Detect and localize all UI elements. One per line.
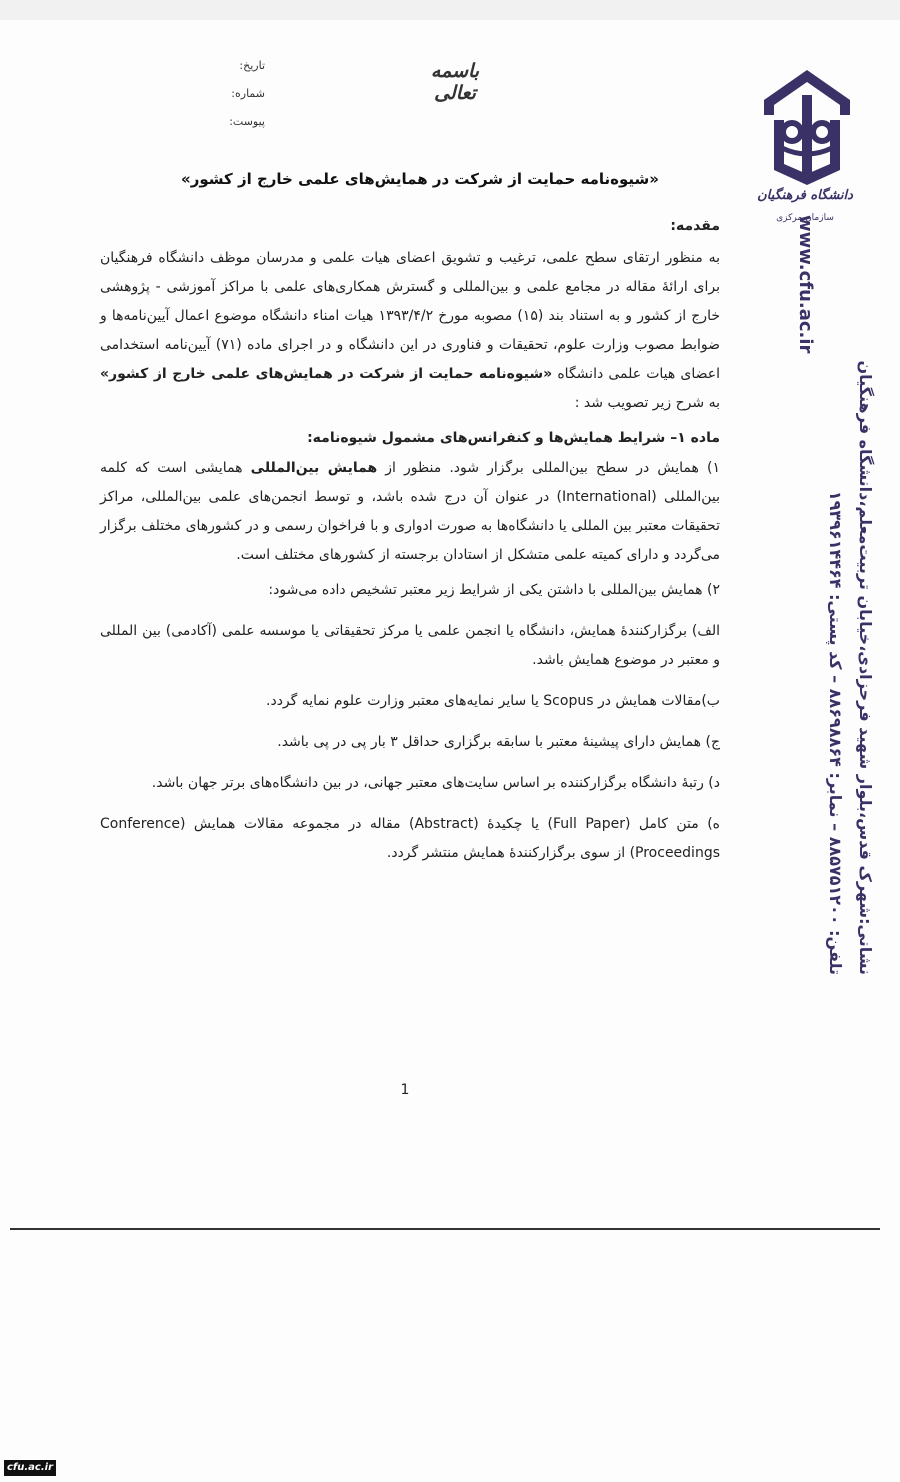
document-body xyxy=(100,218,720,868)
page-number: 1 xyxy=(400,1082,410,1098)
cfu-watermark: cfu.ac.ir xyxy=(4,1460,56,1476)
header-meta-fields xyxy=(195,52,265,136)
logo-university-name: دانشگاه فرهنگیان xyxy=(757,188,853,203)
condition-dal: د) رتبهٔ دانشگاه برگزارکننده بر اساس سایت‌های معتبر جهانی، در بین دانشگاه‌های برتر جهان باشد. xyxy=(151,775,720,791)
page-bottom-rule xyxy=(10,1228,880,1230)
date-label: تاریخ: xyxy=(239,59,265,72)
scan-top-band xyxy=(0,0,900,20)
item1-text-pre: ۱) همایش در سطح بین‌المللی برگزار شود. منظور از xyxy=(377,460,720,476)
logo-emblem-icon xyxy=(752,60,862,190)
article1-heading: ماده ۱– شرایط همایش‌ها و کنفرانس‌های مشمول شیوه‌نامه: xyxy=(307,430,720,446)
intro-text-post: به شرح زیر تصویب شد : xyxy=(574,395,720,411)
item1-text-post: همایشی است که کلمه بین‌المللی (International) در عنوان آن درج شده باشد، و توسط انجمن‌های علمی بین‌المللی، مراکز تحقیقات معتبر بین المللی یا دانشگاه‌ها به صورت ادواری و با فراخوان رسمی و در کشورهای مختلف برگزار می‌گردد و دارای کمیته علمی متشکل از استادان برجسته از کشورهای مختلف است. xyxy=(100,460,720,563)
basmala: باسمه تعالی xyxy=(430,60,480,104)
article1-item-2: ۲) همایش بین‌المللی با داشتن یکی از شرایط زیر معتبر تشخیص داده می‌شود: xyxy=(268,582,720,598)
item1-text-bold: همایش بین‌المللی xyxy=(250,460,378,476)
condition-jim: ج) همایش دارای پیشینهٔ معتبر با سابقه برگزاری حداقل ۳ بار پی در پی باشد. xyxy=(277,734,720,750)
contact-phone: تلفن: ۸۸۵۷۵۱۲۰۰ – نمابر: ۸۸۶۹۸۸۶۴ – کد پستی: ۱۹۳۹۶۱۴۴۶۴ xyxy=(826,490,845,975)
intro-heading: مقدمه: xyxy=(670,218,720,234)
number-label: شماره: xyxy=(231,87,265,100)
intro-text-bold: «شیوه‌نامه حمایت از شرکت در همایش‌های علمی خارج از کشور» xyxy=(100,366,553,382)
condition-be: ب)مقالات همایش در Scopus یا سایر نمایه‌های معتبر وزارت علوم نمایه گردد. xyxy=(266,693,720,709)
logo-subtitle: سازمان مرکزی xyxy=(776,213,834,223)
contact-website: www.cfu.ac.ir xyxy=(795,215,816,354)
attachment-label: پیوست: xyxy=(229,115,265,128)
intro-paragraph xyxy=(100,244,720,418)
sidebar-contact-strip xyxy=(760,215,880,1005)
condition-he: ه) متن کامل (Full Paper) یا چکیدهٔ (Abstract) مقاله در مجموعه مقالات همایش (Conference Proceedings) از سوی برگزارکنندهٔ همایش منتشر گردد. xyxy=(100,816,721,861)
intro-text-pre: به منظور ارتقای سطح علمی، ترغیب و تشویق اعضای هیات علمی و مدرسان موظف دانشگاه فرهنگیان برای ارائهٔ مقاله در مجامع علمی و بین‌المللی و گسترش همکاری‌های علمی با مراکز آموزشی - پژوهشی خارج از کشور و به استناد بند (۱۵) مصوبه مورخ ۱۳۹۳/۴/۲ هیات امناء دانشگاه موضوع اعمال آیین‌نامه‌ها و ضوابط مصوب وزارت علوم، تحقیقات و فناوری در این دانشگاه و در اجرای ماده (۷۱) آیین‌نامه استخدامی اعضای هیات علمی دانشگاه xyxy=(100,250,720,382)
contact-address: نشانی:شهرک قدس،بلوار شهید فرحزادی،خیابان تربیت‌معلم،دانشگاه فرهنگیان xyxy=(856,360,875,975)
article1-item-1 xyxy=(100,454,720,570)
condition-alef: الف) برگزارکنندهٔ همایش، دانشگاه یا انجمن علمی یا مرکز تحقیقاتی یا موسسه علمی (آکادمی) بین المللی و معتبر در موضوع همایش باشد. xyxy=(100,623,720,668)
document-title: «شیوه‌نامه حمایت از شرکت در همایش‌های علمی خارج از کشور» xyxy=(181,170,659,188)
